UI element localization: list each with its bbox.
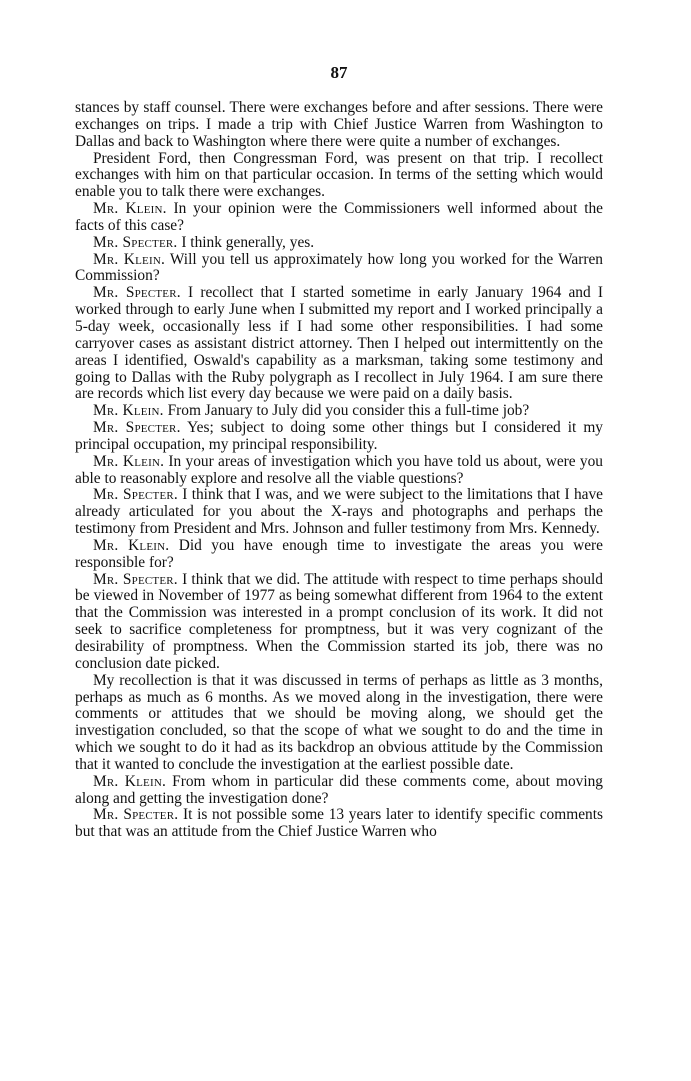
transcript-paragraph — [75, 100, 603, 151]
paragraph-text: I think that we did. The attitude with respect to time perhaps should be viewed in November of 1977 as being somewhat different from 1964 to the extent that the Commission was interested in a prompt conclusion of its work. It did not seek to sacrifice completeness for promptness, but it was very cognizant of the desirability of promptness. When the Commission started its job, there was no conclusion date picked. — [75, 570, 603, 672]
speaker-name: Mr. Specter. — [93, 806, 179, 824]
speaker-name: Mr. Specter. — [93, 570, 178, 588]
paragraph-text: It is not possible some 13 years later to identify specific comments but that was an attitude from the Chief Justice Warren who — [75, 806, 603, 841]
paragraph-text: I recollect that I started sometime in early January 1964 and I worked through to early June when I submitted my report and I worked principally a 5-day week, occasionally less if I had some other responsibilities. I had some carryover cases as assistant district attorney. Then I helped out intermittently on the areas I identified, Oswald's capability as a marksman, taking some testimony and going to Dallas with the Ruby polygraph as I recollect in July 1964. I am sure there are records which list every day because we were paid on a daily basis. — [75, 284, 603, 403]
transcript-paragraph — [75, 538, 603, 572]
transcript-paragraph — [75, 774, 603, 808]
transcript-paragraph — [75, 454, 603, 488]
transcript-paragraph — [75, 201, 603, 235]
paragraph-text: President Ford, then Congressman Ford, was present on that trip. I recollect exchanges with him on that particular occasion. In terms of the setting which would enable you to talk there were exchanges. — [75, 149, 603, 201]
paragraph-text: Did you have enough time to investigate the areas you were responsible for? — [75, 536, 603, 571]
paragraph-text: I think generally, yes. — [177, 233, 315, 251]
speaker-name: Mr. Specter. — [93, 486, 178, 504]
paragraph-text: My recollection is that it was discussed in terms of perhaps as little as 3 months, perhaps as much as 6 months. As we moved along in the investigation, there were comments or attitudes that we should be moving along, we should get the investigation concluded, so that the scope of what we sought to do and the time in which we sought to do it had as its backdrop an obvious attitude by the Commission that it wanted to conclude the investigation at the earliest possible date. — [75, 671, 603, 773]
transcript-paragraph — [75, 420, 603, 454]
transcript-paragraph — [75, 252, 603, 286]
transcript-paragraph — [75, 285, 603, 403]
speaker-name: Mr. Klein. — [93, 536, 170, 554]
transcript-body — [75, 100, 603, 841]
paragraph-text: I think that I was, and we were subject to the limitations that I have already articulated for you about the X-rays and photographs and perhaps the testimony from President and Mrs. Johnson and fuller testimony from Mrs. Kennedy. — [75, 486, 603, 538]
speaker-name: Mr. Klein. — [93, 402, 164, 420]
paragraph-text: In your areas of investigation which you have told us about, were you able to reasonably explore and resolve all the viable questions? — [75, 452, 603, 487]
speaker-name: Mr. Specter. — [93, 233, 178, 251]
document-page — [75, 62, 603, 841]
paragraph-text: From whom in particular did these comments come, about moving along and getting the investigation done? — [75, 772, 604, 807]
transcript-paragraph — [75, 487, 603, 538]
page-number: 87 — [330, 63, 348, 82]
speaker-name: Mr. Klein. — [93, 200, 167, 218]
transcript-paragraph — [75, 235, 603, 252]
speaker-name: Mr. Specter. — [93, 419, 181, 437]
paragraph-text: Will you tell us approximately how long you worked for the Warren Commission? — [75, 250, 604, 285]
speaker-name: Mr. Klein. — [93, 452, 165, 470]
speaker-name: Mr. Klein. — [93, 250, 166, 268]
speaker-name: Mr. Specter. — [93, 284, 181, 302]
transcript-paragraph — [75, 572, 603, 673]
transcript-paragraph — [75, 151, 603, 202]
paragraph-text: Yes; subject to doing some other things but I considered it my principal occupation, my principal responsibility. — [75, 419, 603, 453]
paragraph-text: In your opinion were the Commissioners well informed about the facts of this case? — [75, 200, 603, 234]
transcript-paragraph — [75, 403, 603, 420]
transcript-paragraph — [75, 673, 603, 774]
speaker-name: Mr. Klein. — [93, 772, 167, 790]
transcript-paragraph — [75, 807, 603, 841]
paragraph-text: From January to July did you consider this a full-time job? — [163, 402, 530, 420]
paragraph-text: stances by staff counsel. There were exchanges before and after sessions. There were exchanges on trips. I made a trip with Chief Justice Warren from Washington to Dallas and back to Washington where there were quite a number of exchanges. — [75, 99, 603, 150]
